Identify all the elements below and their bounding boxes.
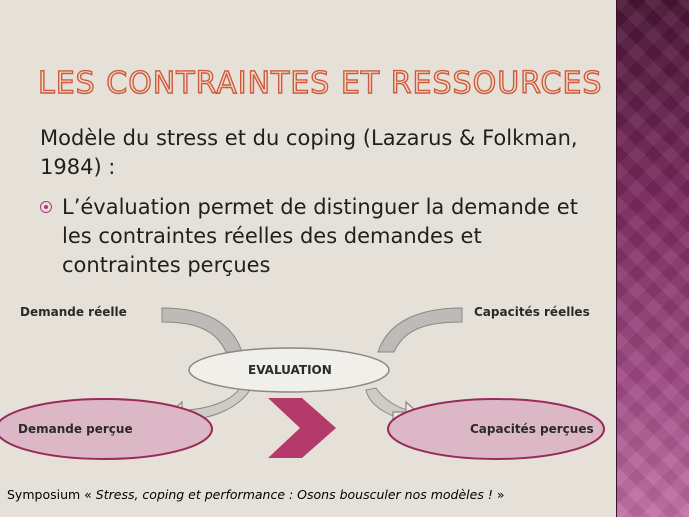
footer-title: Stress, coping et performance : Osons bousculer nos modèles !: [95, 487, 493, 502]
label-evaluation: EVALUATION: [248, 363, 332, 377]
bullet-text: L’évaluation permet de distinguer la demande et les contraintes réelles des demandes et contraintes perçues: [62, 195, 578, 277]
label-capacites-percues: Capacités perçues: [470, 422, 594, 436]
slide-title: LES CONTRAINTES ET RESSOURCES: [38, 66, 603, 101]
curved-arrow-top-left: [162, 308, 242, 352]
circle-bullet-icon: [40, 201, 52, 213]
footer-caption: [7, 487, 504, 502]
label-demande-percue: Demande perçue: [18, 422, 133, 436]
label-demande-reelle: Demande réelle: [20, 305, 127, 319]
intro-text: Modèle du stress et du coping (Lazarus & Folkman, 1984) :: [40, 126, 578, 179]
decorative-side-panel: [616, 0, 689, 517]
footer-suffix: »: [496, 487, 505, 502]
bullet-item: [40, 193, 600, 280]
stress-coping-diagram: [0, 290, 616, 480]
footer-prefix: Symposium «: [7, 487, 92, 502]
curved-arrow-top-right: [378, 308, 462, 352]
chevron-arrow-icon: [268, 398, 336, 458]
label-capacites-reelles: Capacités réelles: [474, 305, 590, 319]
